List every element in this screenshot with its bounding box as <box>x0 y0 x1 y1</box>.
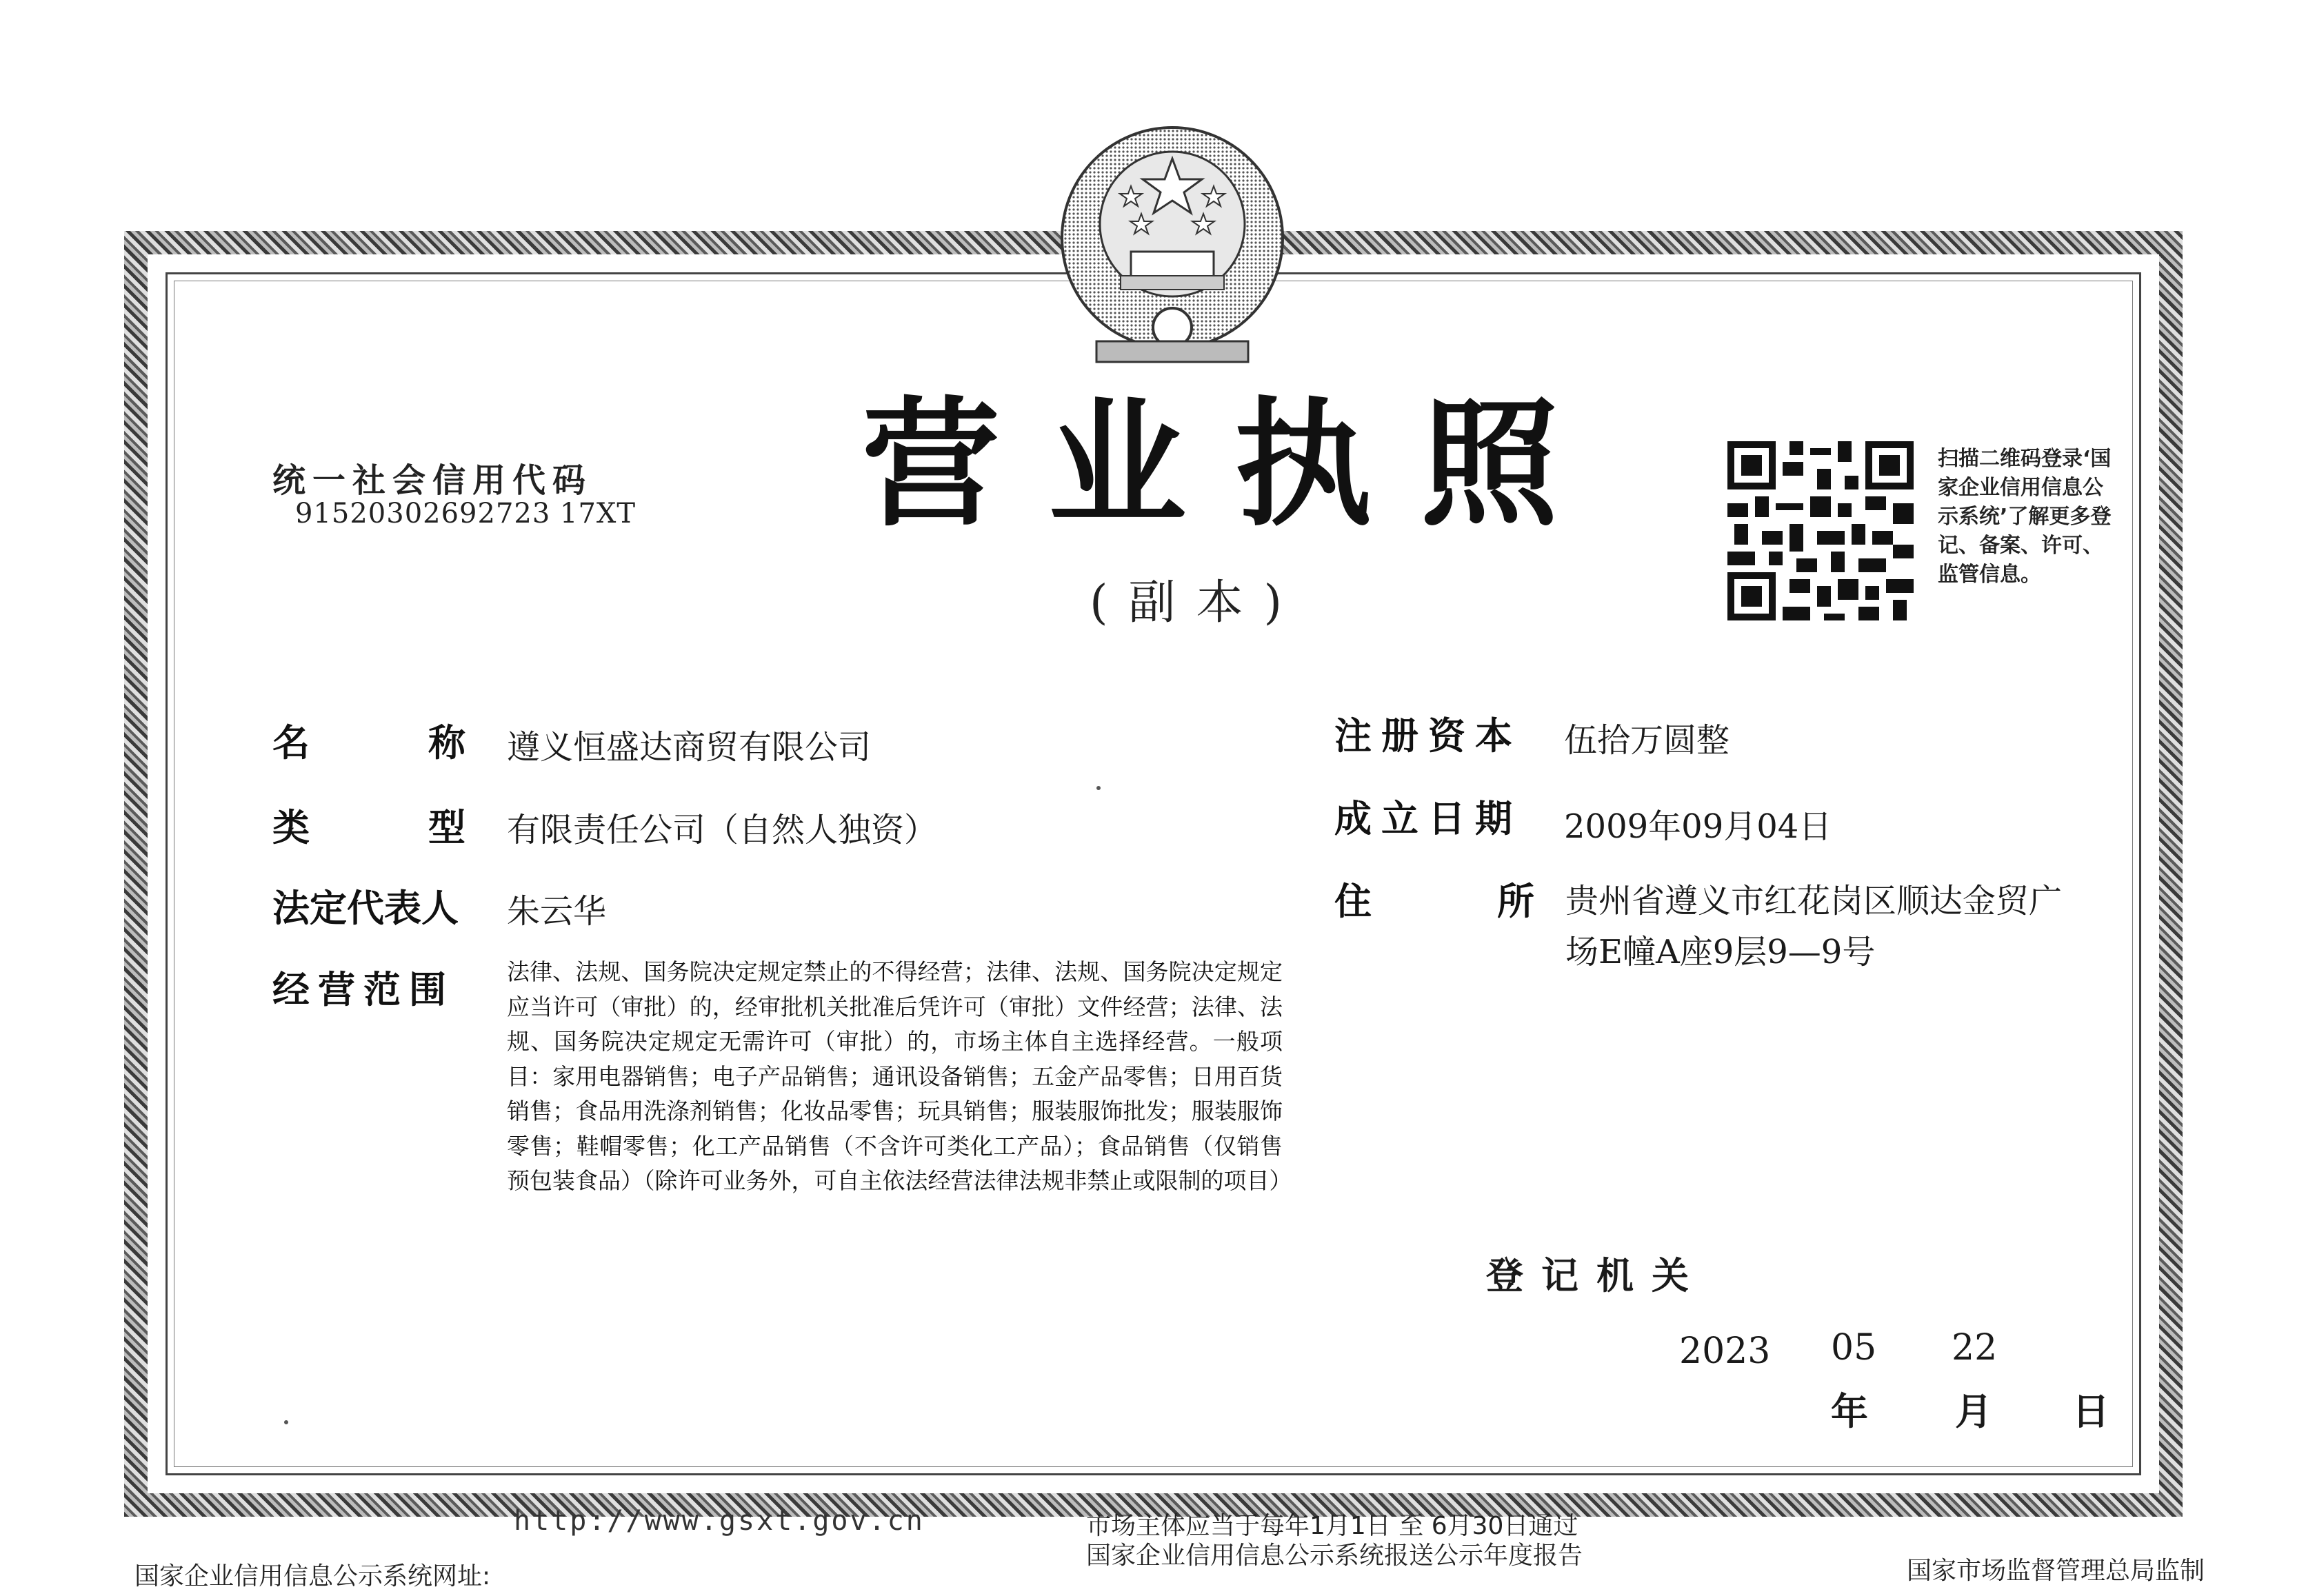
established-label: 成立日期 <box>1334 797 1522 840</box>
qr-code-icon <box>1727 441 1914 620</box>
name-row <box>272 714 465 767</box>
business-scope-label: 经营范围 <box>272 968 454 1011</box>
established-value: 2009年09月04日 <box>1564 807 1832 846</box>
footer-supervisor: 国家市场监督管理总局监制 <box>1907 1557 2205 1585</box>
company-type-value: 有限责任公司（自然人独资） <box>507 811 938 849</box>
company-name-value: 遵义恒盛达商贸有限公司 <box>507 728 872 767</box>
scan-speck <box>1096 786 1101 790</box>
document-title: 营业执照 <box>862 385 1607 545</box>
issue-year: 2023 <box>1679 1331 1771 1372</box>
issue-day: 22 <box>1952 1327 1998 1368</box>
capital-label: 注册资本 <box>1334 714 1522 758</box>
footer-notice-line1: 市场主体应当于每年1月1日 至 6月30日通过 <box>1086 1512 1578 1540</box>
business-scope-value: 法律、法规、国务院决定规定禁止的不得经营；法律、法规、国务院决定规定应当许可（审批）的，经审批机关批准后凭许可（审批）文件经营；法律、法规、国务院决定规定无需许可（审批）的，市场主体自主选择经营。一般项目：家用电器销售；电子产品销售；通讯设备销售；五金产品零售；日用百货销售；食品用洗涤剂销售；化妆品零售；玩具销售；服装服饰批发；服装服饰零售；鞋帽零售；化工产品销售（不含许可类化工产品）；食品销售（仅销售预包装食品）（除许可业务外，可自主依法经营法律法规非禁止或限制的项目） <box>507 958 1292 1194</box>
type-row <box>272 798 465 851</box>
scan-speck <box>284 1420 288 1424</box>
type-label: 类 型 <box>272 806 465 849</box>
legal-rep-value: 朱云华 <box>507 892 607 931</box>
address-row <box>1334 872 1534 925</box>
address-label: 住 所 <box>1334 880 1534 923</box>
footer-notice-line2: 国家企业信用信息公示系统报送公示年度报告 <box>1086 1542 1583 1570</box>
footer-url: http://www.gsxt.gov.cn <box>514 1505 925 1537</box>
registration-authority-label: 登记机关 <box>1486 1254 1707 1297</box>
credit-code-value: 91520302692723 17XT <box>295 498 636 529</box>
address-value: 贵州省遵义市红花岗区顺达金贸广场E幢A座9层9—9号 <box>1565 882 2063 971</box>
capital-value: 伍拾万圆整 <box>1564 721 1730 760</box>
credit-code-label: 统一社会信用代码 <box>272 461 593 500</box>
day-unit: 日 <box>2072 1390 2109 1433</box>
year-unit: 年 <box>1831 1390 1868 1433</box>
issue-month: 05 <box>1831 1327 1877 1368</box>
footer-site-label: 国家企业信用信息公示系统网址: <box>134 1562 491 1590</box>
name-label: 名 称 <box>272 721 465 765</box>
national-emblem-icon <box>1055 121 1290 369</box>
month-unit: 月 <box>1955 1390 1992 1433</box>
qr-instruction-text: 扫描二维码登录‘国家企业信用信息公示系统’了解更多登记、备案、许可、监管信息。 <box>1938 447 2112 587</box>
legal-rep-label: 法定代表人 <box>272 887 459 930</box>
document-subtitle: (副本) <box>1090 576 1303 630</box>
